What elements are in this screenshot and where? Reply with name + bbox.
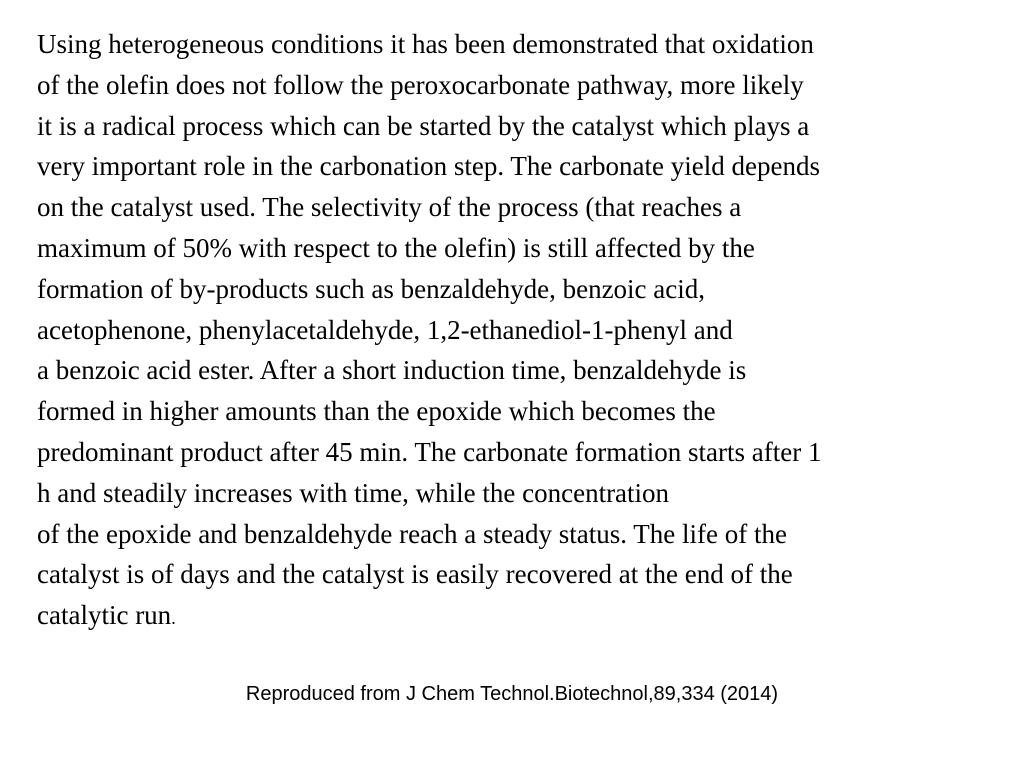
body-paragraph	[37, 24, 1024, 636]
citation: Reproduced from J Chem Technol.Biotechnol,89,334 (2014)	[245, 683, 779, 705]
body-line: predominant product after 45 min. The carbonate formation starts after 1	[37, 436, 822, 467]
body-line: on the catalyst used. The selectivity of the process (that reaches a	[37, 192, 742, 223]
body-line: maximum of 50% with respect to the olefin) is still affected by the	[37, 232, 755, 263]
body-line-text: catalytic run	[37, 600, 172, 631]
body-line: formation of by-products such as benzaldehyde, benzoic acid,	[37, 273, 706, 304]
body-line: h and steadily increases with time, while the concentration	[37, 477, 670, 508]
final-period: .	[171, 608, 176, 629]
body-line: acetophenone, phenylacetaldehyde, 1,2-ethanediol-1-phenyl and	[37, 314, 733, 345]
body-line: formed in higher amounts than the epoxide which becomes the	[37, 396, 716, 427]
body-line: Using heterogeneous conditions it has been demonstrated that oxidation	[37, 29, 814, 59]
body-last-line	[37, 595, 1024, 636]
body-line: catalyst is of days and the catalyst is easily recovered at the end of the	[37, 559, 793, 590]
body-line: of the epoxide and benzaldehyde reach a steady status. The life of the	[37, 518, 787, 549]
body-line: very important role in the carbonation step. The carbonate yield depends	[37, 151, 820, 182]
body-line: a benzoic acid ester. After a short induction time, benzaldehyde is	[37, 355, 747, 386]
body-line: of the olefin does not follow the peroxocarbonate pathway, more likely	[37, 69, 804, 100]
body-line: it is a radical process which can be started by the catalyst which plays a	[37, 110, 810, 141]
